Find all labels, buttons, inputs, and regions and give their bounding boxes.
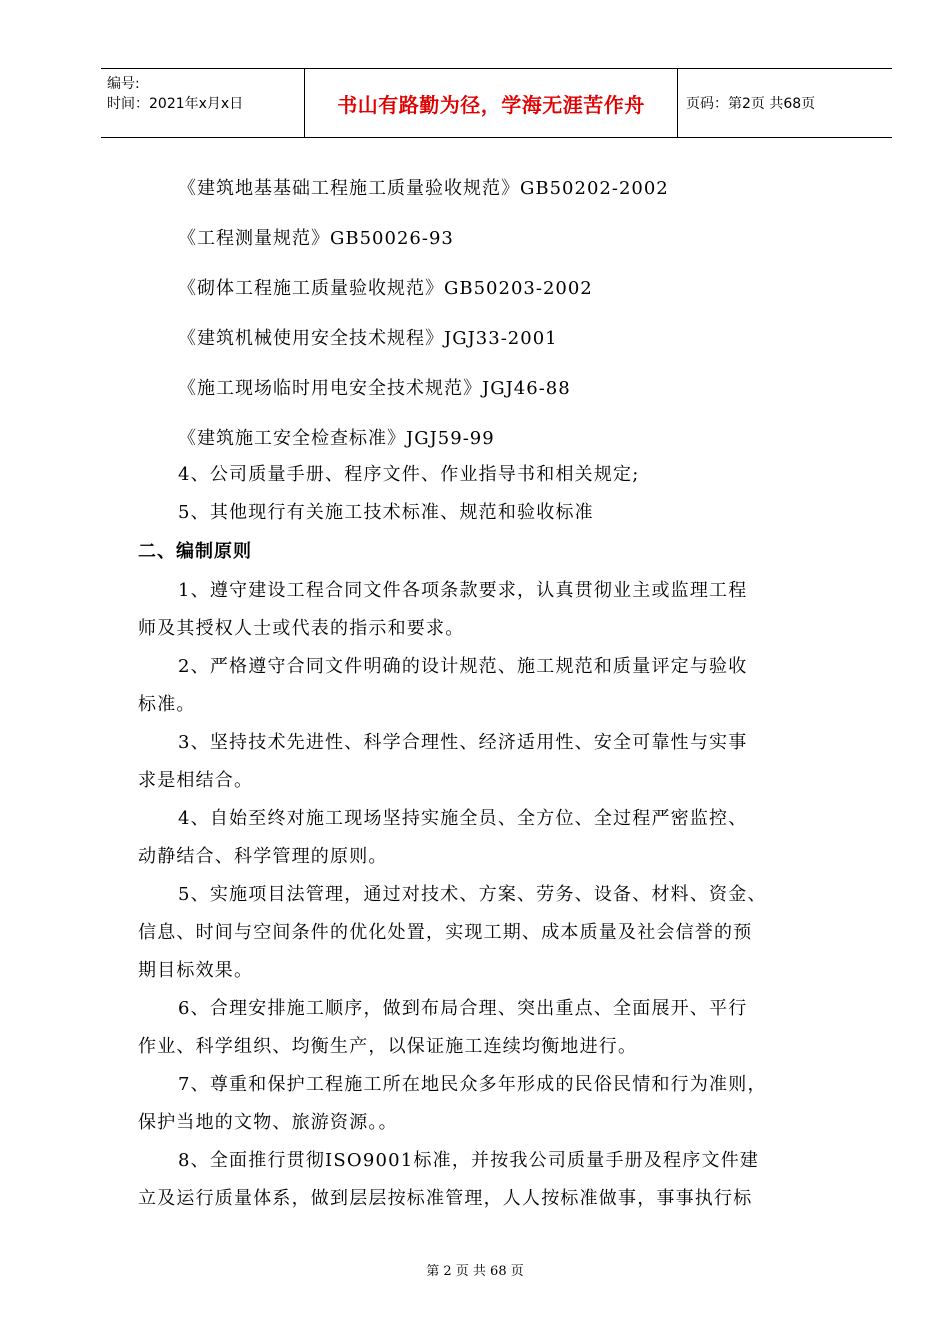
principle-line: 立及运行质量体系，做到层层按标准管理，人人按标准做事，事事执行标	[138, 1188, 753, 1209]
basis-item: 4、公司质量手册、程序文件、作业指导书和相关规定;	[178, 464, 640, 485]
reference-line: 《工程测量规范》GB50026-93	[178, 228, 454, 249]
reference-line: 《砌体工程施工质量验收规范》GB50203-2002	[178, 278, 593, 299]
principle-line: 师及其授权人士或代表的指示和要求。	[138, 618, 465, 639]
principle-line: 期目标效果。	[138, 960, 254, 981]
principle-line: 作业、科学组织、均衡生产，以保证施工连续均衡地进行。	[138, 1036, 638, 1057]
principle-line: 2、严格遵守合同文件明确的设计规范、施工规范和质量评定与验收	[178, 656, 748, 677]
section-heading: 二、编制原则	[138, 541, 252, 562]
reference-line: 《施工现场临时用电安全技术规范》JGJ46-88	[178, 378, 571, 399]
reference-line: 《建筑地基基础工程施工质量验收规范》GB50202-2002	[178, 178, 669, 199]
principle-line: 8、全面推行贯彻ISO9001标准，并按我公司质量手册及程序文件建	[178, 1150, 760, 1171]
principle-line: 3、坚持技术先进性、科学合理性、经济适用性、安全可靠性与实事	[178, 732, 748, 753]
principle-line: 求是相结合。	[138, 770, 254, 791]
principle-line: 7、尊重和保护工程施工所在地民众多年形成的民俗民情和行为准则，	[178, 1074, 767, 1095]
principle-line: 5、实施项目法管理，通过对技术、方案、劳务、设备、材料、资金、	[178, 884, 767, 905]
header-motto: 书山有路勤为径，学海无涯苦作舟	[337, 92, 645, 117]
number-label: 编号:	[107, 76, 140, 92]
principle-line: 标准。	[138, 694, 196, 715]
principle-line: 1、遵守建设工程合同文件各项条款要求，认真贯彻业主或监理工程	[178, 580, 748, 601]
reference-line: 《建筑施工安全检查标准》JGJ59-99	[178, 428, 495, 449]
page-header	[101, 68, 892, 138]
page-footer: 第 2 页 共 68 页	[426, 1264, 524, 1279]
basis-item: 5、其他现行有关施工技术标准、规范和验收标准	[178, 502, 594, 523]
principle-line: 保护当地的文物、旅游资源。。	[138, 1112, 398, 1133]
reference-line: 《建筑机械使用安全技术规程》JGJ33-2001	[178, 328, 558, 349]
principle-line: 6、合理安排施工顺序，做到布局合理、突出重点、全面展开、平行	[178, 998, 748, 1019]
principle-line: 动静结合、科学管理的原则。	[138, 846, 388, 867]
principle-line: 4、自始至终对施工现场坚持实施全员、全方位、全过程严密监控、	[178, 808, 748, 829]
header-page-code: 页码：第2页 共68页	[686, 96, 816, 112]
time-label: 时间：2021年x月x日	[107, 96, 244, 112]
principle-line: 信息、时间与空间条件的优化处置，实现工期、成本质量及社会信誉的预	[138, 922, 753, 943]
header-motto-cell	[305, 69, 678, 137]
header-left-cell	[101, 69, 305, 137]
